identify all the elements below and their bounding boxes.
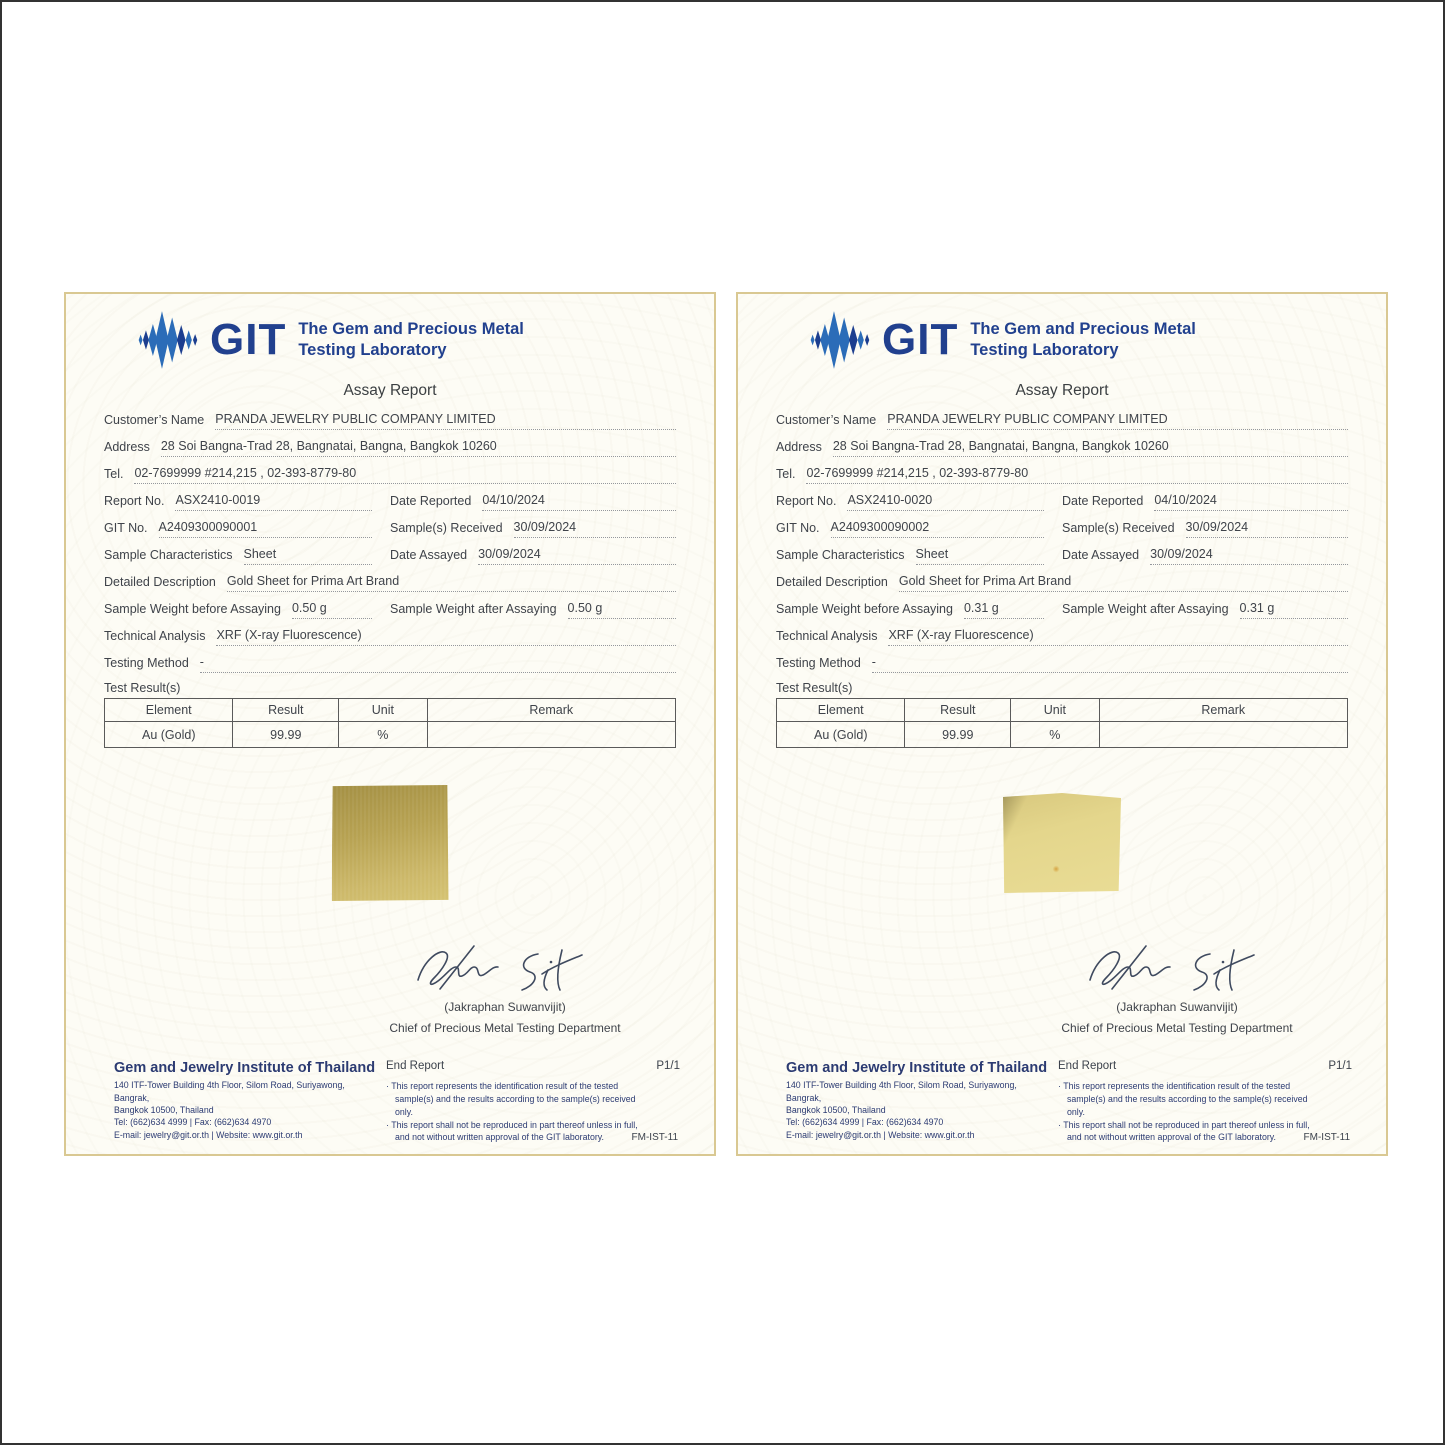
field-label: Sample Characteristics [776,548,905,562]
field-label: Technical Analysis [776,629,878,643]
field-label: Customer’s Name [776,413,877,427]
field-value: 28 Soi Bangna-Trad 28, Bangnatai, Bangna, Bangkok 10260 [833,439,1348,457]
field-value: ASX2410-0019 [175,493,372,511]
field-value: XRF (X-ray Fluorescence) [888,628,1348,646]
col-result: Result [905,699,1011,722]
field-value: XRF (X-ray Fluorescence) [216,628,676,646]
field-label: GIT No. [776,521,820,535]
field-value: 30/09/2024 [478,547,676,565]
gold-sheet-photo [332,785,449,901]
field-characteristics-row [104,538,676,565]
field-value: - [872,655,1348,673]
field-date-reported [390,484,676,511]
field-samples-received [1062,511,1348,538]
field-value: 0.50 g [292,601,372,619]
field-git-no [776,511,1062,538]
disclaimer-notes [1058,1080,1320,1144]
field-label: Sample Weight before Assaying [104,602,281,616]
field-value: 28 Soi Bangna-Trad 28, Bangnatai, Bangna, Bangkok 10260 [161,439,676,457]
form-number: FM-IST-11 [631,1132,678,1143]
field-value: 30/09/2024 [1186,520,1348,538]
field-report-no [776,484,1062,511]
field-samples-received [390,511,676,538]
col-element: Element [777,699,905,722]
cell-unit: % [339,722,428,748]
field-weights-row [104,592,676,619]
field-label: Testing Method [104,656,189,670]
field-detailed-description [776,565,1348,592]
footer [774,1060,1352,1144]
signature-block [340,940,670,1035]
field-label: Sample Weight after Assaying [1062,602,1229,616]
signature-icon [410,940,600,996]
institute-address-line1: 140 ITF-Tower Building 4th Floor, Silom Road, Suriyawong, Bangrak, [114,1080,345,1103]
lab-name-line2: Testing Laboratory [970,341,1119,359]
field-label: Date Assayed [1062,548,1140,562]
field-rows [104,403,676,673]
disclaimer-note-1: · This report represents the identification result of the tested sample(s) and the results according to the sample(s) received only. [1058,1081,1308,1117]
cell-remark [1099,722,1347,748]
report-title: Assay Report [1015,382,1109,399]
field-testing-method [104,646,676,673]
signatory-title: Chief of Precious Metal Testing Department [389,1021,621,1035]
field-weight-before [776,592,1062,619]
results-data-row [777,722,1348,748]
field-customer-name [776,403,1348,430]
field-sample-characteristics [104,538,390,565]
field-testing-method [776,646,1348,673]
field-label: Address [104,440,150,454]
field-sample-characteristics [776,538,1062,565]
footer [102,1060,680,1144]
field-rows [776,403,1348,673]
disclaimer-note-2: · This report shall not be reproduced in part thereof unless in full, and not without written approval of the GIT laboratory. [1058,1119,1310,1143]
field-address [104,430,676,457]
cert-paper [66,294,714,1154]
field-label: Technical Analysis [104,629,206,643]
field-value: A2409300090001 [159,520,372,538]
cell-remark [427,722,675,748]
git-acronym: GIT [210,315,287,364]
field-value: A2409300090002 [831,520,1044,538]
field-value: 30/09/2024 [514,520,676,538]
page-number: P1/1 [656,1060,680,1073]
col-element: Element [105,699,233,722]
field-label: Date Reported [390,494,472,508]
footer-notes-block [1054,1060,1352,1144]
field-label: Sample Weight after Assaying [390,602,557,616]
institute-address [114,1079,382,1141]
institute-address-line2: Bangkok 10500, Thailand [786,1104,886,1115]
field-weight-before [104,592,390,619]
field-value: 04/10/2024 [1154,493,1348,511]
lab-name-line2: Testing Laboratory [298,341,447,359]
signature-icon [1082,940,1272,996]
cell-element: Au (Gold) [777,722,905,748]
institute-contact-line: Tel: (662)634 4999 | Fax: (662)634 4970 [114,1117,272,1128]
field-characteristics-row [776,538,1348,565]
git-diamonds-icon [808,309,876,371]
field-report-row [104,484,676,511]
field-tel [776,457,1348,484]
institute-block [102,1060,382,1144]
field-technical-analysis [104,619,676,646]
field-git-row [104,511,676,538]
field-weight-after [390,592,676,619]
field-label: Sample Characteristics [104,548,233,562]
field-label: Date Assayed [390,548,468,562]
cell-element: Au (Gold) [105,722,233,748]
field-value: 02-7699999 #214,215 , 02-393-8779-80 [134,466,676,484]
field-report-row [776,484,1348,511]
gold-sheet-photo [1003,793,1121,893]
field-label: Sample(s) Received [1062,521,1175,535]
git-acronym: GIT [882,315,959,364]
end-report-label: End Report [386,1060,445,1073]
results-header-row [777,699,1348,722]
field-label: Report No. [104,494,165,508]
field-value: - [200,655,676,673]
page-number: P1/1 [1328,1060,1352,1073]
field-label: Tel. [104,467,124,481]
results-header-row [105,699,676,722]
form-number: FM-IST-11 [1303,1132,1350,1143]
git-logo [136,308,676,372]
field-git-no [104,511,390,538]
col-unit: Unit [339,699,428,722]
field-label: GIT No. [104,521,148,535]
field-value: 0.31 g [964,601,1044,619]
field-label: Address [776,440,822,454]
field-tel [104,457,676,484]
field-value: Sheet [244,547,372,565]
field-label: Date Reported [1062,494,1144,508]
disclaimer-note-1: · This report represents the identification result of the tested sample(s) and the results according to the sample(s) received only. [386,1081,636,1117]
field-label: Detailed Description [776,575,888,589]
field-label: Customer’s Name [104,413,205,427]
institute-block [774,1060,1054,1144]
col-remark: Remark [427,699,675,722]
assay-report-card-right [736,292,1388,1156]
field-value: 04/10/2024 [482,493,676,511]
field-value: 02-7699999 #214,215 , 02-393-8779-80 [806,466,1348,484]
field-detailed-description [104,565,676,592]
field-label: Testing Method [776,656,861,670]
sample-photo-area [104,748,676,938]
field-date-assayed [1062,538,1348,565]
institute-name: Gem and Jewelry Institute of Thailand [114,1060,376,1077]
results-table [776,698,1348,748]
col-remark: Remark [1099,699,1347,722]
lab-name [970,319,1196,360]
footer-top-row [1058,1060,1352,1072]
test-results-label: Test Result(s) [104,681,181,695]
institute-email-line: E-mail: jewelry@git.or.th | Website: www.git.or.th [786,1129,975,1140]
col-unit: Unit [1011,699,1100,722]
field-weights-row [776,592,1348,619]
assay-report-card-left [64,292,716,1156]
field-value: Gold Sheet for Prima Art Brand [899,574,1348,592]
cell-result: 99.99 [905,722,1011,748]
field-value: 0.31 g [1240,601,1348,619]
signatory-title: Chief of Precious Metal Testing Department [1061,1021,1293,1035]
field-date-assayed [390,538,676,565]
signatory-name: (Jakraphan Suwanvijit) [444,1000,566,1014]
signature-block [1012,940,1342,1035]
git-diamonds-icon [136,309,204,371]
field-value: PRANDA JEWELRY PUBLIC COMPANY LIMITED [215,412,676,430]
field-report-no [104,484,390,511]
signatory-name: (Jakraphan Suwanvijit) [1116,1000,1238,1014]
field-date-reported [1062,484,1348,511]
field-git-row [776,511,1348,538]
footer-top-row [386,1060,680,1072]
institute-address-line2: Bangkok 10500, Thailand [114,1104,214,1115]
field-customer-name [104,403,676,430]
field-value: Gold Sheet for Prima Art Brand [227,574,676,592]
report-title: Assay Report [343,382,437,399]
field-label: Sample Weight before Assaying [776,602,953,616]
field-value: PRANDA JEWELRY PUBLIC COMPANY LIMITED [887,412,1348,430]
cell-result: 99.99 [233,722,339,748]
col-result: Result [233,699,339,722]
git-logo [808,308,1348,372]
field-label: Tel. [776,467,796,481]
institute-contact-line: Tel: (662)634 4999 | Fax: (662)634 4970 [786,1117,944,1128]
lab-name [298,319,524,360]
disclaimer-note-2: · This report shall not be reproduced in part thereof unless in full, and not without written approval of the GIT laboratory. [386,1119,638,1143]
field-value: Sheet [916,547,1044,565]
field-weight-after [1062,592,1348,619]
disclaimer-notes [386,1080,648,1144]
field-value: 0.50 g [568,601,676,619]
institute-address [786,1079,1054,1141]
cert-paper [738,294,1386,1154]
field-technical-analysis [776,619,1348,646]
field-value: 30/09/2024 [1150,547,1348,565]
field-label: Report No. [776,494,837,508]
institute-name: Gem and Jewelry Institute of Thailand [786,1060,1048,1077]
field-address [776,430,1348,457]
results-data-row [105,722,676,748]
sample-photo-area [776,748,1348,938]
footer-notes-block [382,1060,680,1144]
cell-unit: % [1011,722,1100,748]
institute-address-line1: 140 ITF-Tower Building 4th Floor, Silom Road, Suriyawong, Bangrak, [786,1080,1017,1103]
lab-name-line1: The Gem and Precious Metal [298,320,524,339]
field-value: ASX2410-0020 [847,493,1044,511]
results-table [104,698,676,748]
end-report-label: End Report [1058,1060,1117,1073]
lab-name-line1: The Gem and Precious Metal [970,320,1196,339]
field-label: Detailed Description [104,575,216,589]
field-label: Sample(s) Received [390,521,503,535]
test-results-label: Test Result(s) [776,681,853,695]
institute-email-line: E-mail: jewelry@git.or.th | Website: www.git.or.th [114,1129,303,1140]
